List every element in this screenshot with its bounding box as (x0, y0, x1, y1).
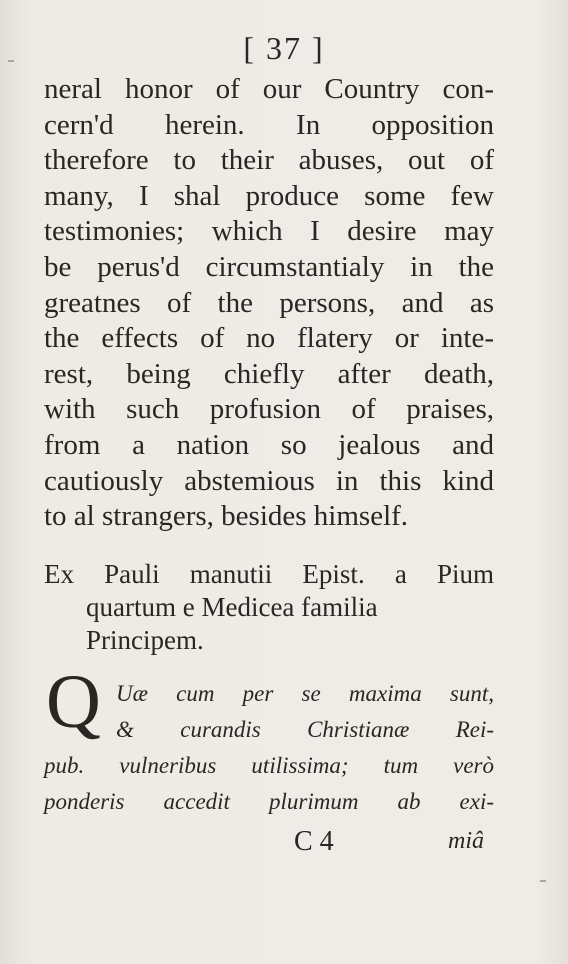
ink-speck (8, 60, 14, 62)
ink-speck (540, 880, 546, 882)
text-line: from a nation so jealous and (44, 428, 494, 461)
text-line: the effects of no flatery or inte- (44, 322, 494, 355)
latin-line: pub. vulneribus utilissima; tum verò (44, 753, 494, 778)
drop-capital: Q (46, 660, 101, 744)
page-number: [ 37 ] (243, 30, 325, 66)
text-line: greatnes of the persons, and as (44, 286, 494, 319)
heading-line: quartum e Medicea familia (86, 592, 378, 622)
quotation-heading (44, 558, 494, 657)
latin-quotation (44, 676, 494, 820)
text-line: rest, being chiefly after death, (44, 357, 494, 390)
text-line-last: to al strangers, besides himself. (44, 500, 409, 533)
text-line: cautiously abstemious in this kind (44, 464, 494, 497)
heading-line: Principem. (86, 625, 204, 655)
text-line: many, I shal produce some few (44, 179, 494, 212)
signature-mark: C 4 (294, 826, 334, 857)
text-line: cern'd herein. In opposition (44, 108, 494, 141)
latin-line: & curandis Christianæ Rei- (116, 717, 494, 742)
text-line: therefore to their abuses, out of (44, 144, 494, 177)
text-line: with such profusion of praises, (44, 393, 494, 426)
text-line: neral honor of our Country con- (44, 73, 494, 105)
latin-line: Uæ cum per se maxima sunt, (116, 681, 494, 706)
catchword: miâ (448, 828, 484, 854)
heading-line: Ex Pauli manutii Epist. a Pium (44, 559, 494, 589)
text-line: testimonies; which I desire may (44, 215, 494, 248)
page-footer (44, 826, 494, 862)
latin-line: ponderis accedit plurimum ab exi- (44, 789, 494, 814)
text-line: be perus'd circumstantialy in the (44, 250, 494, 283)
body-paragraph (44, 72, 494, 535)
